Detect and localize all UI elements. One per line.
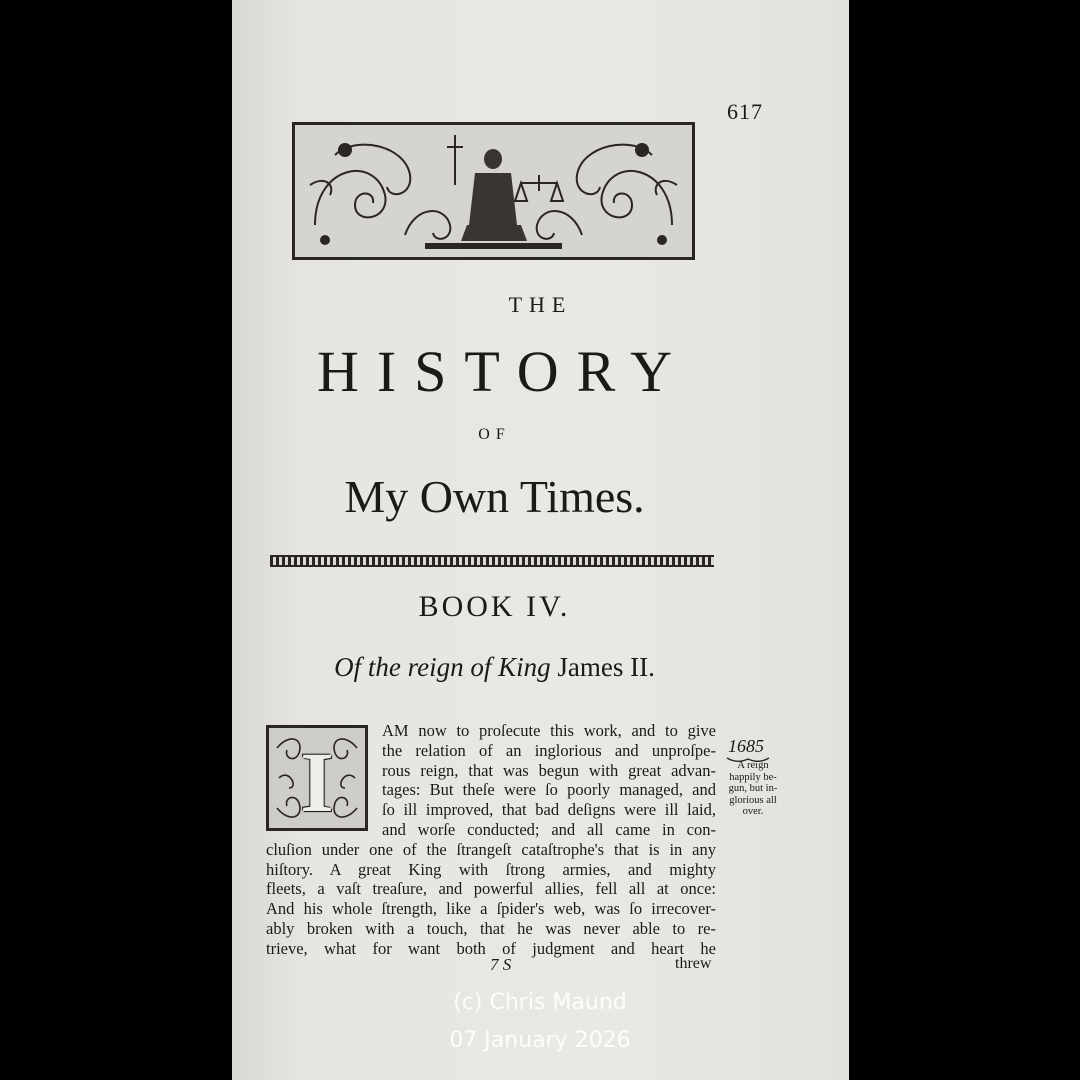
body-line: the relation of an inglorious and unproſpe- xyxy=(382,740,716,760)
watermark-copyright: (c) Chris Maund xyxy=(453,990,627,1015)
title-of: OF xyxy=(478,426,511,443)
title-history: HISTORY xyxy=(316,339,691,404)
body-line: trieve, what for want both of judgment and heart he xyxy=(266,938,716,958)
page-number: 617 xyxy=(727,99,763,124)
body-line: rous reign, that was begun with great advan- xyxy=(382,760,716,780)
margin-note-line: happily be- xyxy=(729,771,777,783)
book-heading: BOOK IV. xyxy=(418,590,571,623)
title-the: THE xyxy=(508,292,573,317)
reign-heading xyxy=(272,652,717,683)
ornamental-headpiece xyxy=(292,122,695,260)
drop-cap xyxy=(266,725,368,831)
reign-prefix: Of the reign of xyxy=(334,652,492,682)
margin-note xyxy=(718,760,788,818)
body-line: fleets, a vaſt treaſure, and powerful allies, fell all at once: xyxy=(266,879,716,899)
body-line: hiſtory. A great King with ſtrong armies, and mighty xyxy=(266,859,716,879)
watermark-date: 07 January 2026 xyxy=(449,1028,631,1053)
signature-mark: 7 S xyxy=(490,955,512,974)
margin-note-line: over. xyxy=(742,806,764,817)
margin-note-line: A reign xyxy=(737,760,769,771)
body-line: And his whole ſtrength, like a ſpider's web, was ſo irrecover- xyxy=(266,899,716,919)
ornamental-rule xyxy=(270,555,714,567)
catchword: threw xyxy=(675,955,712,972)
title-my-own-times: My Own Times. xyxy=(344,471,645,522)
margin-year: 1685 xyxy=(728,736,764,756)
body-line: AM now to proſecute this work, and to give xyxy=(382,721,716,740)
reign-king: King xyxy=(498,652,551,682)
body-line: ſo ill improved, that bad deſigns were ill laid, xyxy=(382,800,716,820)
body-line: tages: But theſe were ſo poorly managed, and xyxy=(382,780,716,800)
body-line: cluſion under one of the ſtrangeſt cataſtrophe's that is in any xyxy=(266,839,716,859)
margin-note-line: gun, but in- xyxy=(728,783,778,794)
body-line: and worſe conducted; and all came in con- xyxy=(382,819,716,839)
drop-cap-letter: I xyxy=(300,734,334,830)
margin-note-line: glorious all xyxy=(729,794,777,806)
book-page xyxy=(232,0,849,1080)
reign-name: James II. xyxy=(557,652,655,682)
body-line: ably broken with a touch, that he was never able to re- xyxy=(266,918,716,938)
